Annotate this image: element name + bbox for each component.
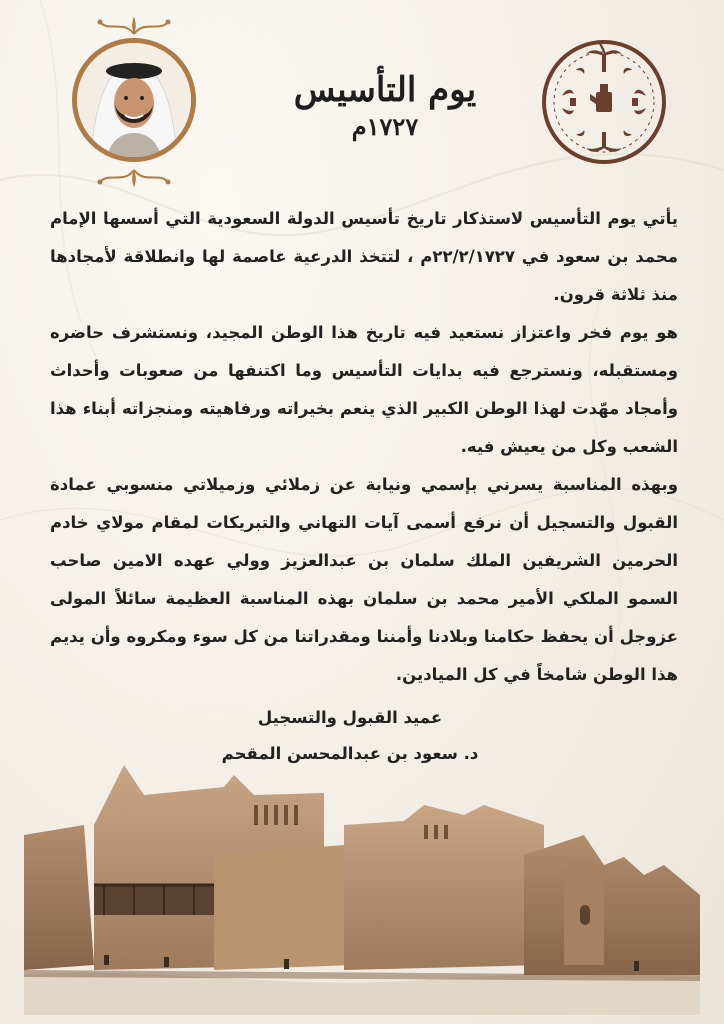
diriyah-ruins-icon (24, 765, 700, 1015)
letter-body (50, 200, 678, 694)
founding-year: ١٧٢٧م (351, 112, 419, 141)
founding-day-emblem-icon (540, 32, 668, 170)
paragraph-2: هو يوم فخر واعتزاز نستعيد فيه تاريخ هذا الوطن المجيد، ونستشرف حاضره ومستقبله، ونسترجع فيه بدايات التأسيس وما اكتنفها من صعوبات وأحداث وأمجاد مهّدت لهذا الوطن الكبير الذي ينعم بخيراته ورفاهيته ومنجزاته أبناء هذا الشعب وكل من يعيش فيه. (50, 323, 678, 456)
page-title: يوم التأسيس (293, 70, 477, 110)
dean-portrait (72, 38, 196, 162)
signatory-position: عميد القبول والتسجيل (257, 708, 443, 727)
ornament-top-icon (94, 14, 174, 36)
ornament-bottom-icon (94, 168, 174, 190)
signature-block (200, 700, 500, 772)
signatory-name: د. سعود بن عبدالمحسن المقحم (221, 744, 479, 763)
portrait-frame (66, 14, 202, 190)
paragraph-1: يأتي يوم التأسيس لاستذكار تاريخ تأسيس الدولة السعودية التي أسسها الإمام محمد بن سعود في ٢٢/٢/١٧٢٧م ، لتتخذ الدرعية عاصمة لها وانطلاقة لأمجادها منذ ثلاثة قرون. (50, 209, 678, 304)
portrait-image (77, 43, 191, 157)
paragraph-3: وبهذه المناسبة يسرني بإسمي ونيابة عن زملائي وزميلاتي منسوبي عمادة القبول والتسجيل أن نرفع أسمى آيات التهاني والتبريكات لمقام مولاي خادم الحرمين الشريفين الملك سلمان بن عبدالعزيز وولي عهده الامين صاحب السمو الملكي الأمير محمد بن سلمان بهذه المناسبة العظيمة سائلاً المولى عزوجل أن يحفظ حكامنا وبلادنا وأمننا ومقدراتنا من كل سوء ومكروه وأن يديم هذا الوطن شامخاً في كل الميادين. (50, 475, 678, 684)
